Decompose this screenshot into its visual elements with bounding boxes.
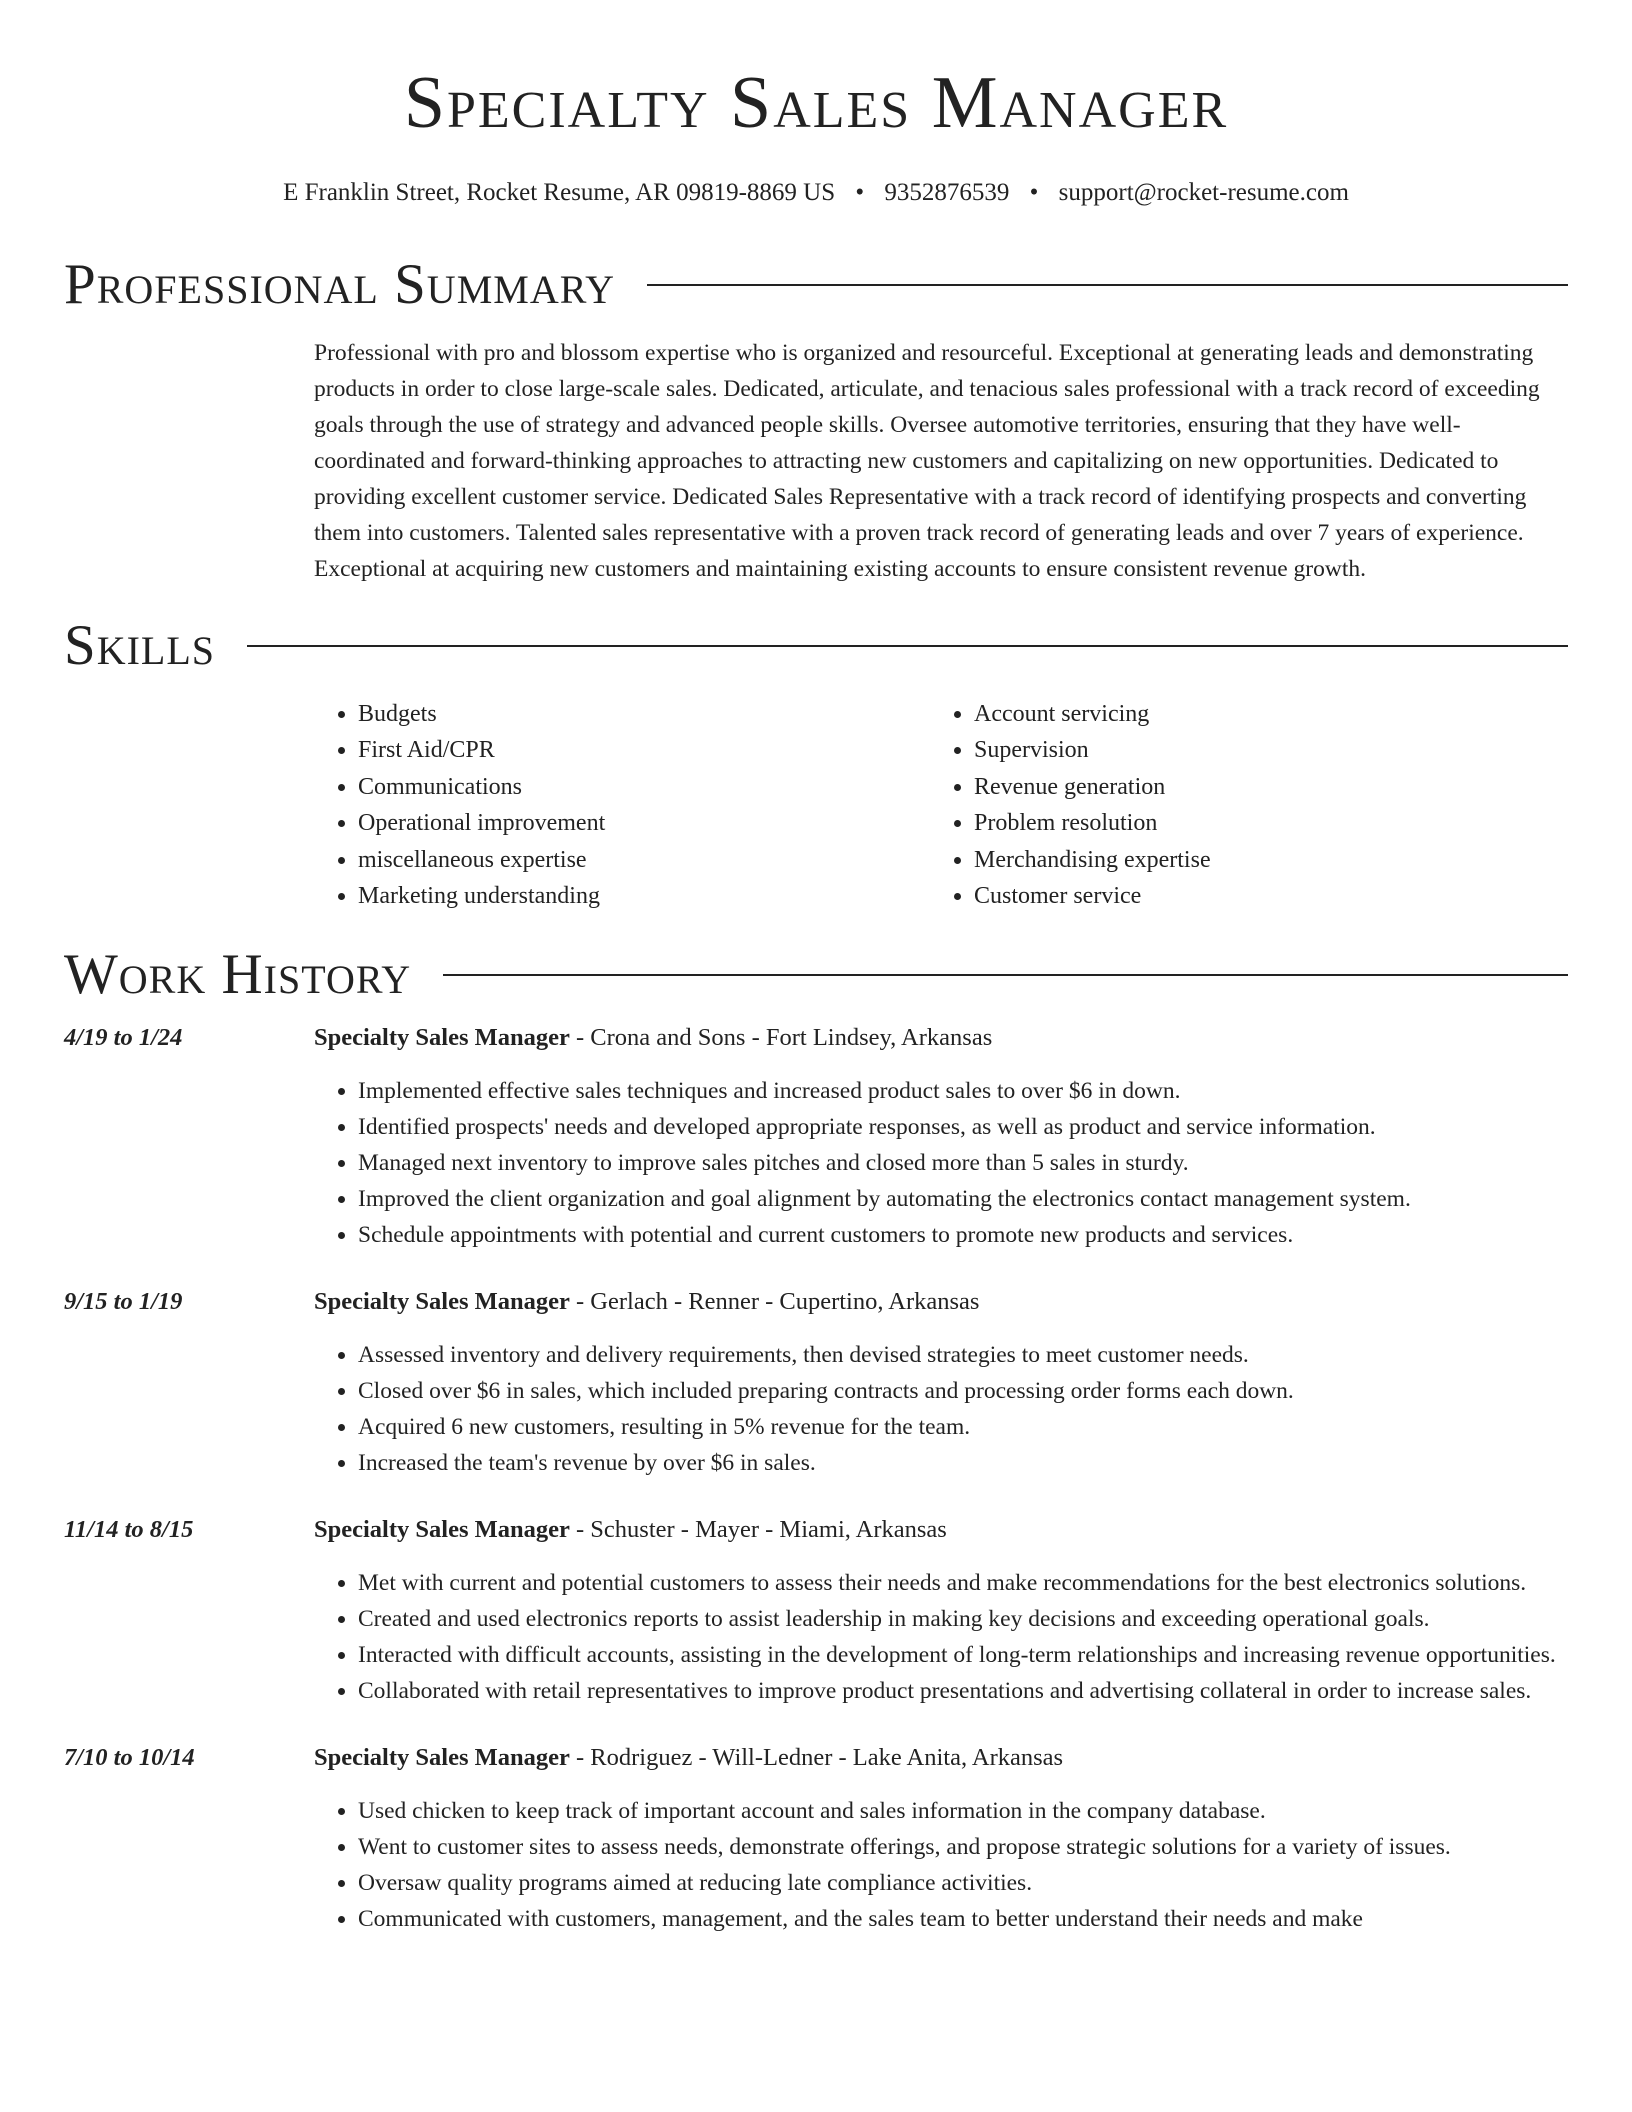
job-bullet: • Met with current and potential customers to assess their needs and make recommendations for the best electronics solutions. (358, 1565, 1568, 1601)
section-divider (247, 645, 1568, 647)
skills-grid (314, 696, 1568, 914)
skill-item: • Problem resolution (974, 805, 1546, 841)
work-heading: Work History (64, 943, 412, 1007)
skill-item: • Customer service (974, 878, 1546, 914)
contact-line (64, 178, 1568, 208)
job-bullet: • Closed over $6 in sales, which included preparing contracts and processing order forms each down. (358, 1373, 1568, 1409)
job-entry (64, 1021, 1568, 1253)
job-title-line (314, 1021, 1568, 1055)
job-bullet: • Oversaw quality programs aimed at reducing late compliance activities. (358, 1865, 1568, 1901)
job-bullet: • Improved the client organization and goal alignment by automating the electronics contact management system. (358, 1181, 1568, 1217)
work-section-header (64, 943, 1568, 1007)
skill-item: • Marketing understanding (358, 878, 930, 914)
contact-separator: • (1029, 179, 1039, 206)
job-bullet: • Increased the team's revenue by over $6 in sales. (358, 1445, 1568, 1481)
job-bullet: • Created and used electronics reports to assist leadership in making key decisions and exceeding operational goals. (358, 1601, 1568, 1637)
job-dates: 7/10 to 10/14 (64, 1744, 195, 1772)
skill-item: • Budgets (358, 696, 930, 732)
job-dates: 4/19 to 1/24 (64, 1024, 183, 1052)
contact-email: support@rocket-resume.com (1058, 179, 1349, 206)
job-title: Specialty Sales Manager (314, 1024, 570, 1052)
skill-item: • Supervision (974, 732, 1546, 768)
job-body (314, 1741, 1568, 1937)
job-details: - Crona and Sons - Fort Lindsey, Arkansas (569, 1024, 993, 1052)
job-bullet: • Assessed inventory and delivery requirements, then devised strategies to meet customer needs. (358, 1337, 1568, 1373)
job-bullet: • Used chicken to keep track of important account and sales information in the company database. (358, 1793, 1568, 1829)
job-title: Specialty Sales Manager (314, 1288, 570, 1316)
job-dates: 11/14 to 8/15 (64, 1516, 194, 1544)
job-body (314, 1285, 1568, 1481)
job-title-line (314, 1285, 1568, 1319)
job-title-line (314, 1513, 1568, 1547)
job-bullets (314, 1337, 1568, 1481)
skill-item: • miscellaneous expertise (358, 842, 930, 878)
skill-item: • Revenue generation (974, 769, 1546, 805)
skills-section-header (64, 614, 1568, 677)
skill-item: • First Aid/CPR (358, 732, 930, 768)
section-divider (647, 284, 1568, 286)
summary-text: Professional with pro and blossom expertise who is organized and resourceful. Exceptional at generating leads and demonstrating products in order to close large-scale sales. Dedicated, articulate, and tenacious sales professional with a track record of exceeding goals through the use of strategy and advanced people skills. Oversee automotive territories, ensuring that they have well-coordinated and forward-thinking approaches to attracting new customers and capitalizing on new opportunities. Dedicated to providing excellent customer service. Dedicated Sales Representative with a track record of identifying prospects and converting them into customers. Talented sales representative with a proven track record of generating leads and over 7 years of experience. Exceptional at acquiring new customers and maintaining existing accounts to ensure consistent revenue growth. (314, 340, 1540, 582)
work-history-list (64, 1021, 1568, 1937)
contact-address: E Franklin Street, Rocket Resume, AR 09819-8869 US (283, 179, 836, 206)
skill-item: • Communications (358, 769, 930, 805)
job-bullet: • Managed next inventory to improve sales pitches and closed more than 5 sales in sturdy. (358, 1145, 1568, 1181)
job-bullets (314, 1565, 1568, 1709)
job-entry (64, 1741, 1568, 1937)
skill-item: • Merchandising expertise (974, 842, 1546, 878)
job-body (314, 1513, 1568, 1709)
job-dates: 9/15 to 1/19 (64, 1288, 183, 1316)
job-bullet: • Interacted with difficult accounts, assisting in the development of long-term relationships and increasing revenue opportunities. (358, 1637, 1568, 1673)
job-bullet: • Went to customer sites to assess needs, demonstrate offerings, and propose strategic solutions for a variety of issues. (358, 1829, 1568, 1865)
job-body (314, 1021, 1568, 1253)
job-entry (64, 1285, 1568, 1481)
resume-name: Specialty Sales Manager (403, 62, 1229, 144)
job-title-line (314, 1741, 1568, 1775)
skill-item: • Operational improvement (358, 805, 930, 841)
summary-heading: Professional Summary (64, 253, 616, 316)
contact-phone: 9352876539 (884, 179, 1010, 206)
job-bullet: • Collaborated with retail representatives to improve product presentations and advertising collateral in order to increase sales. (358, 1673, 1568, 1709)
section-divider (443, 974, 1568, 976)
skills-list-left (314, 696, 930, 914)
job-details: - Schuster - Mayer - Miami, Arkansas (569, 1516, 947, 1544)
job-bullet: • Implemented effective sales techniques and increased product sales to over $6 in down. (358, 1073, 1568, 1109)
job-details: - Rodriguez - Will-Ledner - Lake Anita, Arkansas (569, 1744, 1064, 1772)
summary-section-header (64, 253, 1568, 316)
job-bullet: • Identified prospects' needs and developed appropriate responses, as well as product and service information. (358, 1109, 1568, 1145)
skill-item: • Account servicing (974, 696, 1546, 732)
job-details: - Gerlach - Renner - Cupertino, Arkansas (569, 1288, 980, 1316)
job-bullets (314, 1793, 1568, 1937)
job-title: Specialty Sales Manager (314, 1744, 570, 1772)
job-bullet: • Schedule appointments with potential and current customers to promote new products and services. (358, 1217, 1568, 1253)
skills-list-right (930, 696, 1546, 914)
job-bullets (314, 1073, 1568, 1253)
job-title: Specialty Sales Manager (314, 1516, 570, 1544)
job-entry (64, 1513, 1568, 1709)
job-bullet: • Acquired 6 new customers, resulting in 5% revenue for the team. (358, 1409, 1568, 1445)
skills-heading: Skills (64, 614, 216, 677)
job-bullet: • Communicated with customers, management, and the sales team to better understand their needs and make (358, 1901, 1568, 1937)
contact-separator: • (855, 179, 865, 206)
